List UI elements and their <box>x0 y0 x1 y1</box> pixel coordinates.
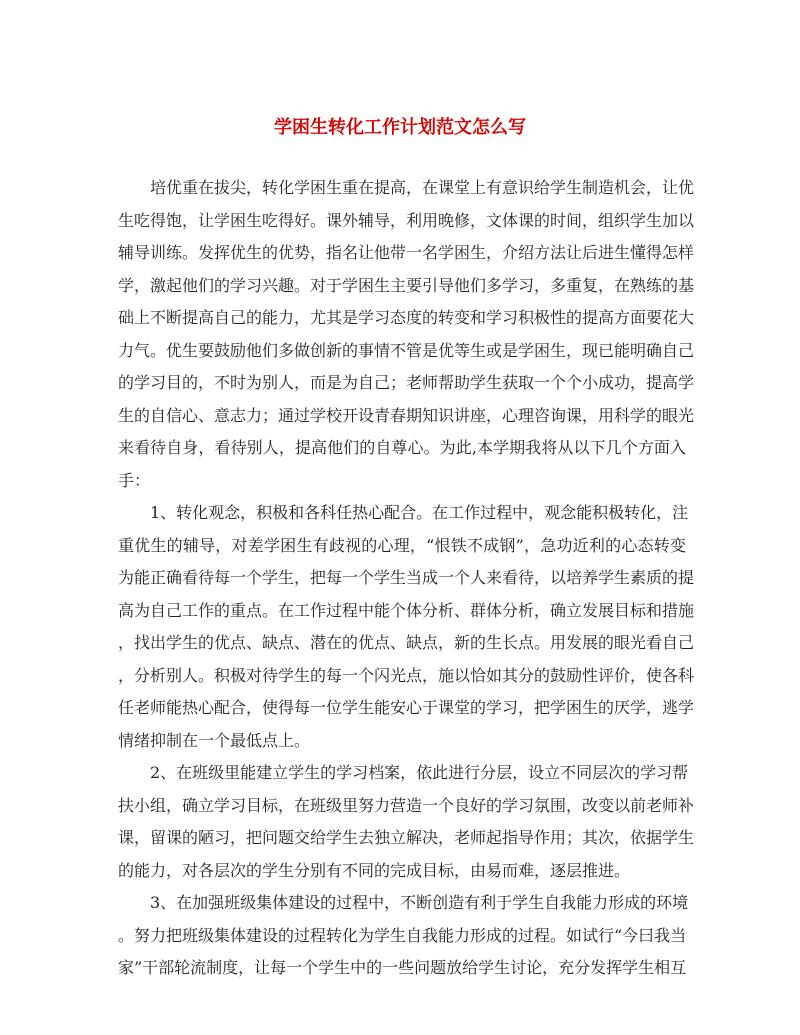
text-line: 的能力，对各层次的学生分别有不同的完成目标，由易而难，逐层推进。 <box>118 860 631 880</box>
text-line: 来看待自身，看待别人，提高他们的自尊心。为此,本学期我将从以下几个方面入 <box>118 438 686 457</box>
text-line: 手： <box>118 470 151 490</box>
text-line: 高为自己工作的重点。在工作过程中能个体分析、群体分析，确立发展目标和措施 <box>118 600 695 620</box>
text-line: 生吃得饱，让学困生吃得好。课外辅导，利用晚修，文体课的时间，组织学生加以 <box>118 210 695 230</box>
text-line: ，找出学生的优点、缺点、潜在的优点、缺点，新的生长点。用发展的眼光看自己 <box>118 633 695 652</box>
text-line: 培优重在拔尖，转化学困生重在提高，在课堂上有意识给学生制造机会，让优 <box>150 178 695 197</box>
document-title: 学困生转化工作计划范文怎么写 <box>274 117 526 138</box>
text-line: 的学习目的，不时为别人，而是为自己；老师帮助学生获取一个个小成功，提高学 <box>118 373 695 392</box>
text-line: 学，激起他们的学习兴趣。对于学困生主要引导他们多学习，多重复，在熟练的基 <box>118 275 695 295</box>
text-line: ，分析别人。积极对待学生的每一个闪光点，施以恰如其分的鼓励性评价，使各科 <box>118 665 695 685</box>
text-line: 3、在加强班级集体建设的过程中，不断创造有利于学生自我能力形成的环境 <box>150 893 689 912</box>
text-line: 。努力把班级集体建设的过程转化为学生自我能力形成的过程。如试行“今曰我当 <box>118 925 687 945</box>
text-line: 生的自信心、意志力；通过学校开设青春期知识讲座，心理咨询课，用科学的眼光 <box>118 405 695 425</box>
text-line: 重优生的辅导，对差学困生有歧视的心理，“恨铁不成钢”，急功近利的心态转变 <box>118 535 686 555</box>
text-line: 为能正确看待每一个学生，把每一个学生当成一个人来看待，以培养学生素质的提 <box>118 568 695 587</box>
text-line: 家”干部轮流制度，让每一个学生中的一些问题放给学生讨论，充分发挥学生相互 <box>118 958 687 977</box>
text-line: 任老师能热心配合，使得每一位学生能安心于课堂的学习，把学困生的厌学，逃学 <box>118 698 695 717</box>
paragraph-intro <box>118 172 695 497</box>
text-line: 2、在班级里能建立学生的学习档案，依此进行分层，设立不同层次的学习帮 <box>150 763 689 782</box>
paragraph-item-1 <box>118 497 695 757</box>
text-line: 力气。优生要鼓励他们多做创新的事情不管是优等生或是学困生，现已能明确自己 <box>118 340 695 360</box>
text-line: 情绪抑制在一个最低点上。 <box>118 730 311 750</box>
text-line: 扶小组，确立学习目标，在班级里努力营造一个良好的学习氛围，改变以前老师补 <box>118 795 695 815</box>
text-line: 础上不断提高自己的能力，尤其是学习态度的转变和学习积极性的提高方面要花大 <box>118 308 695 327</box>
text-line: 课，留课的陋习，把问题交给学生去独立解决，老师起指导作用；其次，依据学生 <box>118 828 695 847</box>
paragraph-item-3 <box>118 887 689 985</box>
text-line: 1、转化观念，积极和各科任热心配合。在工作过程中，观念能积极转化，注 <box>150 503 689 522</box>
text-line: 辅导训练。发挥优生的优势，指名让他带一名学困生，介绍方法让后进生懂得怎样 <box>118 243 695 262</box>
paragraph-item-2 <box>118 757 695 887</box>
document-body <box>118 172 695 985</box>
